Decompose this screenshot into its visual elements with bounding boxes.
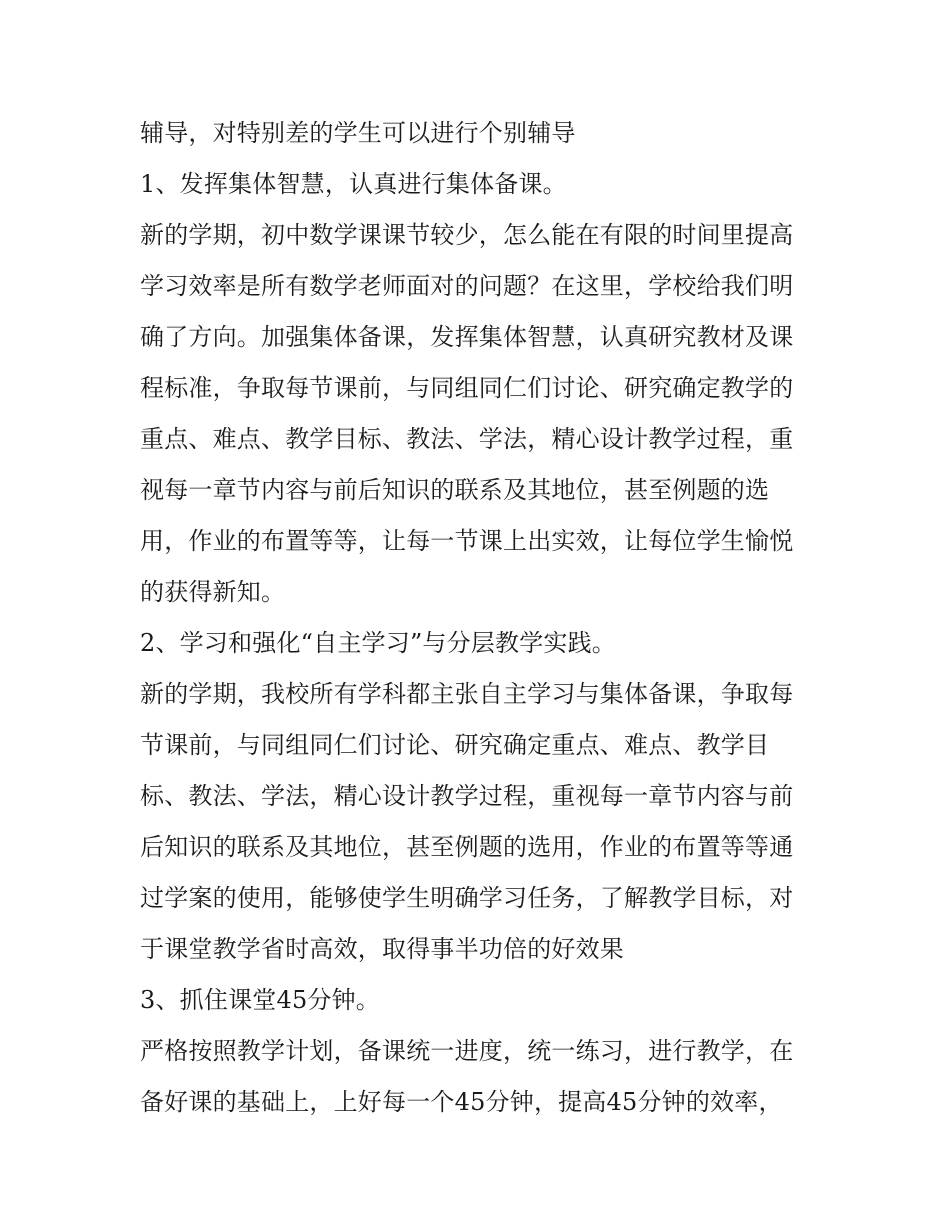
section-heading-2: 2、学习和强化“自主学习”与分层教学实践。 [140,629,617,657]
paragraph-line: 后知识的联系及其地位，甚至例题的选用，作业的布置等等通 [140,833,794,861]
paragraph-line: 标、教法、学法，精心设计教学过程，重视每一章节内容与前 [140,782,794,810]
paragraph-line: 于课堂教学省时高效，取得事半功倍的好效果 [140,935,624,963]
section-heading-1: 1、发挥集体智慧，认真进行集体备课。 [140,170,567,198]
section-heading-3: 3、抓住课堂45分钟。 [140,986,381,1014]
paragraph-line: 过学案的使用，能够使学生明确学习任务，了解教学目标，对 [140,884,794,912]
paragraph-line: 辅导，对特别差的学生可以进行个别辅导 [140,119,576,147]
paragraph-line: 的获得新知。 [140,578,286,606]
paragraph-line: 程标准，争取每节课前，与同组同仁们讨论、研究确定教学的 [140,374,794,402]
paragraph-line: 用，作业的布置等等，让每一节课上出实效，让每位学生愉悦 [140,527,794,555]
paragraph-line: 重点、难点、教学目标、教法、学法，精心设计教学过程，重 [140,425,794,453]
paragraph-line: 确了方向。加强集体备课，发挥集体智慧，认真研究教材及课 [140,323,794,351]
paragraph-line: 新的学期，初中数学课课节较少，怎么能在有限的时间里提高 [140,221,794,249]
paragraph-line: 视每一章节内容与前后知识的联系及其地位，甚至例题的选 [140,476,770,504]
paragraph-line: 严格按照教学计划，备课统一进度，统一练习，进行教学，在 [140,1037,794,1065]
document-body [140,108,820,1128]
paragraph-line: 新的学期，我校所有学科都主张自主学习与集体备课，争取每 [140,680,794,708]
paragraph-line: 学习效率是所有数学老师面对的问题？在这里，学校给我们明 [140,272,794,300]
paragraph-line: 节课前，与同组同仁们讨论、研究确定重点、难点、教学目 [140,731,770,759]
paragraph-line: 备好课的基础上，上好每一个45分钟，提高45分钟的效率， [140,1088,783,1116]
